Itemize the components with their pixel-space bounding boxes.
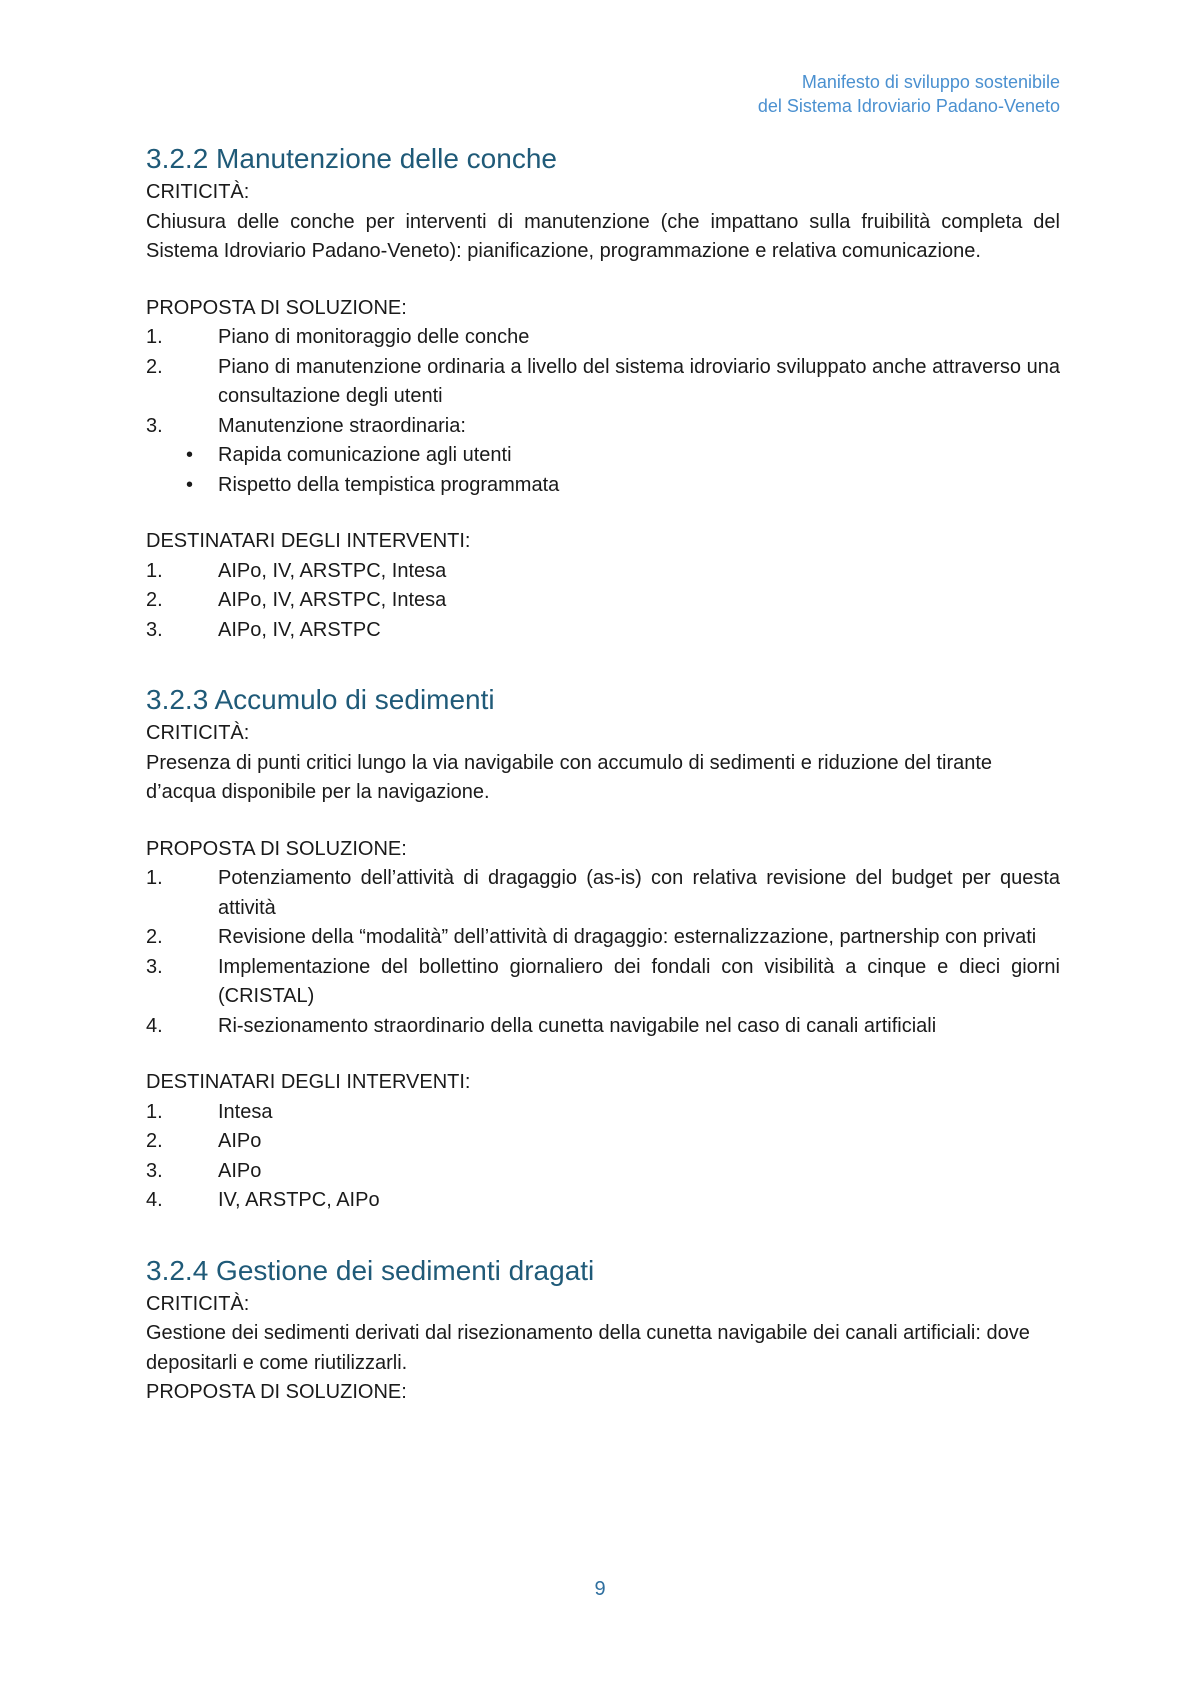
criticita-text: Presenza di punti critici lungo la via navigabile con accumulo di sedimenti e riduzione del tirante d’acqua disponibile per la navigazione. bbox=[146, 751, 993, 803]
list-number: 4. bbox=[146, 1014, 163, 1037]
list-item bbox=[146, 616, 1060, 646]
list-text: AIPo bbox=[218, 1130, 262, 1152]
list-number: 2. bbox=[146, 1130, 163, 1152]
list-text: Intesa bbox=[218, 1100, 273, 1123]
header-line-1: Manifesto di sviluppo sostenibile bbox=[801, 72, 1060, 92]
destinatari-list bbox=[146, 1098, 1060, 1216]
list-text: AIPo bbox=[218, 1159, 262, 1182]
list-text: Potenziamento dell’attività di dragaggio (as-is) con relativa revisione del budget per questa attività bbox=[218, 867, 1060, 919]
destinatari-list bbox=[146, 557, 1060, 646]
list-text: AIPo, IV, ARSTPC bbox=[218, 618, 381, 641]
page-body bbox=[146, 140, 1060, 1408]
list-item bbox=[146, 353, 1060, 412]
list-text: AIPo, IV, ARSTPC, Intesa bbox=[218, 589, 447, 611]
list-text: Revisione della “modalità” dell’attività di dragaggio: esternalizzazione, partnership con privati bbox=[218, 926, 1037, 948]
bullet-text: Rispetto della tempistica programmata bbox=[218, 473, 560, 496]
section-title: 3.2.3 Accumulo di sedimenti bbox=[146, 684, 495, 715]
list-text: Implementazione del bollettino giornaliero dei fondali con visibilità a cinque e dieci giorni (CRISTAL) bbox=[218, 955, 1060, 1007]
list-number: 2. bbox=[146, 926, 163, 948]
list-item bbox=[146, 923, 1060, 953]
proposta-label: PROPOSTA DI SOLUZIONE: bbox=[146, 296, 407, 319]
proposta-list bbox=[146, 323, 1060, 441]
list-number: 3. bbox=[146, 1159, 163, 1182]
list-text: Manutenzione straordinaria: bbox=[218, 414, 466, 437]
section-3-2-3 bbox=[146, 681, 1060, 1216]
list-text: Piano di monitoraggio delle conche bbox=[218, 326, 530, 348]
list-item bbox=[146, 1098, 1060, 1128]
section-title: 3.2.2 Manutenzione delle conche bbox=[146, 143, 557, 174]
list-number: 1. bbox=[146, 326, 163, 348]
list-text: AIPo, IV, ARSTPC, Intesa bbox=[218, 559, 447, 582]
list-item bbox=[146, 557, 1060, 587]
list-item bbox=[146, 412, 1060, 442]
page-number: 9 bbox=[594, 1578, 606, 1600]
list-number: 2. bbox=[146, 355, 163, 378]
bullet-item bbox=[146, 471, 1060, 501]
bullet-icon: • bbox=[186, 444, 194, 466]
header-line-2: del Sistema Idroviario Padano-Veneto bbox=[757, 96, 1060, 116]
list-number: 1. bbox=[146, 559, 163, 582]
criticita-label: CRITICITÀ: bbox=[146, 181, 250, 203]
list-item bbox=[146, 864, 1060, 923]
criticita-label: CRITICITÀ: bbox=[146, 722, 250, 744]
proposta-bullet-list bbox=[146, 441, 1060, 500]
proposta-list bbox=[146, 864, 1060, 1041]
list-item bbox=[146, 1127, 1060, 1157]
bullet-item bbox=[146, 441, 1060, 471]
list-item bbox=[146, 953, 1060, 1012]
destinatari-label: DESTINATARI DEGLI INTERVENTI: bbox=[146, 530, 471, 552]
section-title: 3.2.4 Gestione dei sedimenti dragati bbox=[146, 1254, 595, 1286]
running-header bbox=[758, 70, 1060, 118]
list-text: IV, ARSTPC, AIPo bbox=[218, 1189, 380, 1211]
bullet-icon: • bbox=[186, 473, 194, 496]
list-text: Ri-sezionamento straordinario della cunetta navigabile nel caso di canali artificiali bbox=[218, 1014, 937, 1037]
destinatari-label: DESTINATARI DEGLI INTERVENTI: bbox=[146, 1071, 471, 1093]
criticita-text: Gestione dei sedimenti derivati dal risezionamento della cunetta navigabile dei canali artificiali: dove depositarli e come riutilizzarli. bbox=[146, 1322, 1030, 1374]
section-3-2-2 bbox=[146, 140, 1060, 645]
list-number: 3. bbox=[146, 618, 163, 641]
list-text: Piano di manutenzione ordinaria a livello del sistema idroviario sviluppato anche attraverso una consultazione degli utenti bbox=[218, 355, 1060, 407]
criticita-text: Chiusura delle conche per interventi di manutenzione (che impattano sulla fruibilità completa del Sistema Idroviario Padano-Veneto): pianificazione, programmazione e relativa comunicazione. bbox=[146, 210, 1060, 262]
proposta-label: PROPOSTA DI SOLUZIONE: bbox=[146, 837, 407, 860]
list-number: 3. bbox=[146, 414, 163, 437]
list-item bbox=[146, 1157, 1060, 1187]
list-number: 3. bbox=[146, 955, 163, 978]
list-number: 2. bbox=[146, 589, 163, 611]
list-item bbox=[146, 586, 1060, 616]
list-item bbox=[146, 1012, 1060, 1042]
list-number: 1. bbox=[146, 867, 163, 889]
proposta-label: PROPOSTA DI SOLUZIONE: bbox=[146, 1381, 407, 1403]
list-item bbox=[146, 323, 1060, 353]
section-3-2-4 bbox=[146, 1252, 1060, 1408]
list-item bbox=[146, 1186, 1060, 1216]
criticita-label: CRITICITÀ: bbox=[146, 1292, 250, 1315]
list-number: 1. bbox=[146, 1100, 163, 1123]
bullet-text: Rapida comunicazione agli utenti bbox=[218, 444, 512, 466]
list-number: 4. bbox=[146, 1189, 163, 1211]
